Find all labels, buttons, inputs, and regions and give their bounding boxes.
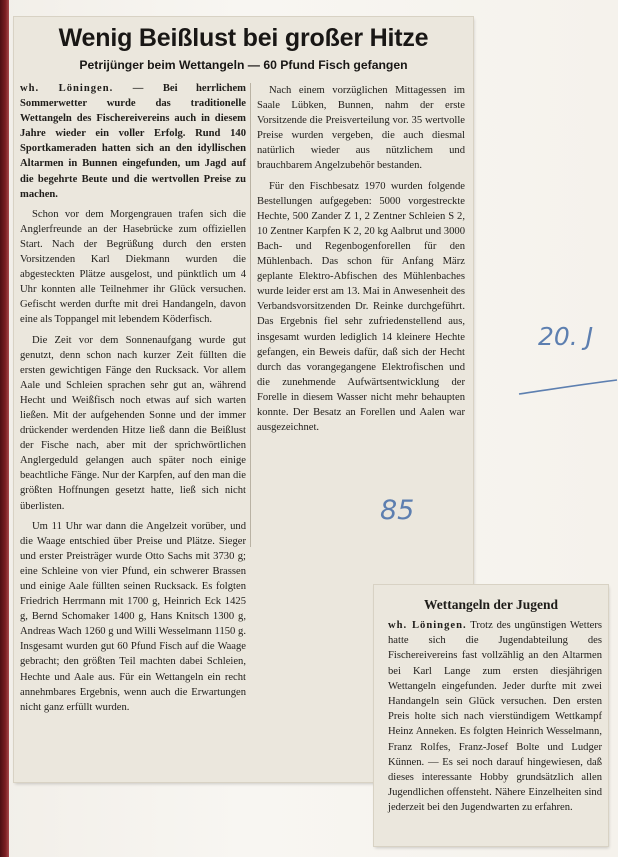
newspaper-clipping-youth: [374, 585, 608, 846]
column-divider: [250, 83, 251, 547]
article-lead-text: Bei herrlichem Sommerwetter wurde das traditionelle Wettangeln des Fischereivereins auch in diesem Jahre wieder ein voller Erfolg. Rund 140 Sportkameraden hatten sich an den idyllischen Altarmen in Bunnen eingefunden, um Jagd auf die begehrte Beute und die wertvollen Preise zu machen.: [20, 83, 246, 200]
article-subheadline: Petrijünger beim Wettangeln — 60 Pfund Fisch gefangen: [79, 58, 408, 72]
article-dateline: wh. Löningen. —: [20, 83, 145, 94]
handwritten-date-note: 20. J: [538, 322, 594, 351]
article-paragraph: Schon vor dem Morgengrauen trafen sich die Anglerfreunde an der Hasebrücke zum offiziellen Start. Nach der Begrüßung durch den ersten Vorsitzenden Karl Diekmann wurden die abgesteckten Plätze ausgelost, und pünktlich um 4 Uhr konnten alle Teilnehmer ihr Glück versuchen. Gefischt werden durfte mit drei Handangeln, davon eine als Toppangel mit lebendem Köderfisch.: [20, 208, 246, 326]
article-headline: Wenig Beißlust bei großer Hitze: [58, 24, 429, 52]
handwritten-underline: [517, 376, 618, 398]
article-lead: [20, 81, 246, 202]
article-paragraph: Die Zeit vor dem Sonnenaufgang wurde gut genutzt, denn schon nach kurzer Zeit füllten die ersten gewichtigen Fänge den Rucksack. Vor allem Aale und Schleien sprachen sehr gut an, während Hecht und Weißfisch noch etwas auf sich warten ließen. Mit der aufgehenden Sonne und der immer drückender werdenden Hitze ließ dann die Beißlust der Fische nach, aber mit der sprichwörtlichen Anglergeduld gelangen auch später noch einige beachtliche Fänge. Nur der Karpfen, auf den man die größten Hoffnungen gesetzt hatte, ließ sich nicht überlisten.: [20, 334, 246, 512]
article-paragraph: Um 11 Uhr war dann die Angelzeit vorüber, und die Waage entschied über Preise und Plätze. Sieger und erster Preisträger wurde Otto Sachs mit 3730 g; eine Schleine von vier Pfund, ein schwerer Brassen und einige Aale füllten seinen Rucksack. Es folgten Friedrich Herrmann mit 1700 g, Heinrich Eck 1425 g, Bernd Schomaker 1400 g, Hans Knitsch 1300 g, Andreas Wach 1260 g und Willi Wesselmann 1150 g. Insgesamt wurden gut 60 Pfund Fisch auf die Waage gebracht; den größten Teil machten dabei Schleien, Hechte und Aale aus. Für ein Wettangeln ein recht annehmbares Ergebnis, wenn auch die Erwartungen nicht ganz erfüllt wurden.: [20, 520, 246, 713]
article-paragraph: Nach einem vorzüglichen Mittagessen im Saale Lübken, Bunnen, nahm der erste Vorsitzende die Preisverteilung vor. 35 wertvolle Preise wurden vergeben, die auch diesmal natürlich wieder aus nützlichem und brauchbarem Angelzubehör bestanden.: [257, 85, 465, 172]
album-binding: [0, 0, 9, 857]
handwritten-page-number: 85: [380, 495, 415, 526]
article-column-left: [20, 81, 246, 715]
youth-article-title: Wettangeln der Jugend: [423, 597, 558, 612]
youth-article-text: Trotz des ungünstigen Wetters hatte sich die Jugendabteilung des Fischereivereins fast vollzählig an den Altarmen bei Karl Lange zum ersten diesjährigen Wettangeln eingefunden. Jeder durfte mit zwei Handangeln sein Glück versuchen. Den ersten Preis holte sich nach vierstündigem Wettkampf Heinz Anneken. Es folgten Heinrich Wesselmann, Franz Rolfes, Franz-Josef Bolte und Ludger Künnen. — Es sei noch darauf hingewiesen, daß dieses interessante Hobby grundsätzlich allen Jugendlichen offensteht. Nähere Einzelheiten sind jederzeit bei den Jugendwarten zu erfahren.: [388, 620, 602, 814]
youth-article-dateline: wh. Löningen.: [388, 620, 467, 631]
article-paragraph: Für den Fischbesatz 1970 wurden folgende Bestellungen aufgegeben: 5000 vorgestreckte Hechte, 500 Zander Z 1, 2 Zentner Schleien S 2, 10 Zentner Karpfen K 2, 20 kg Aalbrut und 3000 Bach- und Regenbogenforellen für den Mühlenbach. Das schon für Anfang März geplante Elektro-Abfischen des Mühlenbaches wurde leider erst am 13. Mai in Anwesenheit des Verbandsvorsitzenden Dr. Reinke durchgeführt. Das Ergebnis fiel sehr zufriedenstellend aus, insgesamt wurden lediglich 14 kleinere Hechte gefangen, ein Beweis dafür, daß sich der Hecht durch das vorangegangene Elektrofischen und die zunehmende Aufwärtsentwicklung der Forelle in diesem Wasser nicht mehr behaupten konnte. Der Besatz an Forellen und Aalen war ausgezeichnet.: [257, 180, 465, 434]
article-column-right: [257, 83, 465, 435]
youth-article-body: [388, 618, 602, 816]
